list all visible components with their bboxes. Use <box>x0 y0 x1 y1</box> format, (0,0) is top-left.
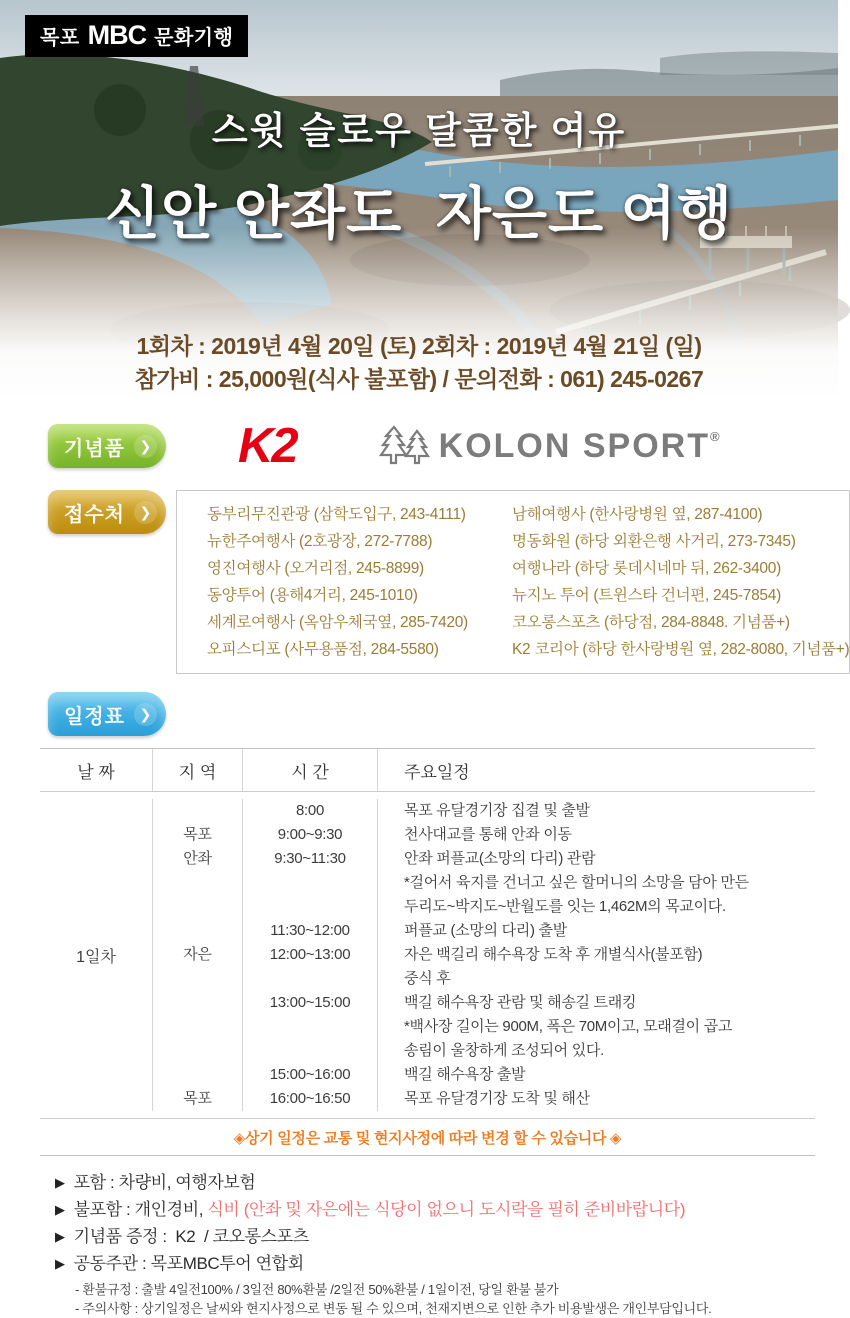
triangle-bullet-icon: ▶ <box>55 1202 65 1217</box>
region-line <box>153 991 242 1015</box>
reception-badge-label: 접수처 <box>64 503 125 526</box>
hero-titles <box>0 100 838 250</box>
kolon-sport-logo <box>379 425 720 467</box>
schedule-line: 송림이 울창하게 조성되어 있다. <box>404 1042 604 1059</box>
schedule-line: *백사장 길이는 900M, 폭은 70M이고, 모래결이 곱고 <box>404 1018 733 1035</box>
region-line <box>153 1015 242 1039</box>
hero-title: 신안 안좌도 자은도 여행 <box>105 182 733 246</box>
co-organizer-label: 공동주관 : 목포MBC투어 연합회 <box>73 1254 304 1273</box>
agency-item: 동양투어 (용해4거리, 245-1010) <box>207 587 418 604</box>
chevron-right-icon: ❯ <box>134 501 157 524</box>
time-line: 9:30~11:30 <box>274 850 346 867</box>
schedule-badge <box>48 692 166 736</box>
reception-left-column <box>207 501 512 663</box>
time-line: 12:00~13:00 <box>269 946 351 963</box>
region-line <box>153 1063 242 1087</box>
chevron-right-icon: ❯ <box>134 703 157 726</box>
region-line <box>153 919 242 943</box>
caution-line: - 주의사항 : 상기일정은 날씨와 현지사정으로 변동 될 수 있으며, 천재지변으로 인한 추가 비용발생은 개인부담입니다. <box>75 1301 712 1316</box>
schedule-line: 천사대교를 통해 안좌 이동 <box>404 826 572 843</box>
reception-right-column <box>512 501 849 663</box>
mbc-culture-tour-logo <box>25 15 248 57</box>
time-line <box>243 1015 377 1039</box>
tour-date-line: 1회차 : 2019년 4월 20일 (토) 2회차 : 2019년 4월 21일 (일) <box>136 333 702 359</box>
region-line <box>153 1039 242 1063</box>
included-note <box>55 1170 815 1197</box>
agency-item: 코오롱스포츠 (하당점, 284-8848. 기념품+) <box>512 614 790 631</box>
time-line: 13:00~15:00 <box>269 994 351 1011</box>
schedule-line: 백길 해수욕장 관람 및 해송길 트래킹 <box>404 994 637 1011</box>
schedule-line: 목포 유달경기장 도착 및 해산 <box>404 1090 590 1107</box>
header-date: 날 짜 <box>40 749 153 791</box>
reception-badge <box>48 490 166 534</box>
pine-trees-icon <box>379 425 435 467</box>
schedule-line: *걸어서 육지를 건너고 싶은 할머니의 소망을 담아 만든 <box>404 874 749 891</box>
triangle-bullet-icon: ▶ <box>55 1229 65 1244</box>
agency-item: 오피스디포 (사무용품점, 284-5580) <box>207 641 439 658</box>
souvenir-badge <box>48 424 166 468</box>
footer-notes <box>55 1170 815 1318</box>
co-organizer-note <box>55 1251 815 1278</box>
time-line <box>243 967 377 991</box>
schedule-line: 퍼플교 (소망의 다리) 출발 <box>404 922 567 939</box>
header-region: 지 역 <box>153 749 243 791</box>
not-included-note <box>55 1197 815 1224</box>
chevron-right-icon: ❯ <box>134 435 157 458</box>
time-line: 15:00~16:00 <box>269 1066 351 1083</box>
logo-suffix: 문화기행 <box>154 27 234 49</box>
main-schedule-column <box>378 799 815 1111</box>
agency-item: 영진여행사 (오거리점, 245-8899) <box>207 560 424 577</box>
schedule-line: 백길 해수욕장 출발 <box>404 1066 526 1083</box>
schedule-change-notice: ◈상기 일정은 교통 및 현지사정에 따라 변경 할 수 있습니다 ◈ <box>40 1119 815 1156</box>
agency-item: 세계로여행사 (옥암우체국옆, 285-7420) <box>207 614 468 631</box>
schedule-line: 목포 유달경기장 집결 및 출발 <box>404 802 590 819</box>
triangle-bullet-icon: ▶ <box>55 1175 65 1190</box>
tour-dates-block <box>0 330 838 396</box>
time-line: 11:30~12:00 <box>270 922 350 939</box>
fine-print <box>75 1280 815 1318</box>
souvenir-badge-label: 기념품 <box>64 437 125 460</box>
hero-section <box>0 0 838 400</box>
region-line: 목포 <box>183 1090 212 1107</box>
time-line: 9:00~9:30 <box>277 826 343 843</box>
tour-fee-line: 참가비 : 25,000원(식사 불포함) / 문의전화 : 061) 245-0267 <box>134 366 704 392</box>
agency-item: K2 코리아 (하당 한사랑병원 옆, 282-8080, 기념품+) <box>512 641 850 658</box>
mbc-wordmark: MBC <box>87 20 147 50</box>
time-line <box>243 871 377 895</box>
souvenir-section <box>48 418 838 474</box>
triangle-bullet-icon: ▶ <box>55 1256 65 1271</box>
header-main-schedule: 주요일정 <box>404 762 470 782</box>
souvenir-gift-note <box>55 1224 815 1251</box>
time-line: 16:00~16:50 <box>269 1090 351 1107</box>
time-column <box>243 799 378 1111</box>
region-column <box>153 799 243 1111</box>
schedule-line: 자은 백길리 해수욕장 도착 후 개별식사(불포함) <box>404 946 703 963</box>
agency-item: 여행나라 (하당 롯데시네마 뒤, 262-3400) <box>512 560 781 577</box>
schedule-line: 두리도~박지도~반월도를 잇는 1,462M의 목교이다. <box>404 898 726 915</box>
agency-item: 명동화원 (하당 외환은행 사거리, 273-7345) <box>512 533 796 550</box>
kolon-sport-wordmark: KOLON SPORT <box>438 426 710 465</box>
registered-mark-icon: ® <box>709 428 720 444</box>
reception-section <box>48 490 850 674</box>
logo-prefix: 목포 <box>40 27 80 49</box>
region-line <box>153 967 242 991</box>
reception-agency-box <box>176 490 850 674</box>
schedule-line: 중식 후 <box>404 970 451 987</box>
day-cell: 1일차 <box>40 799 153 1111</box>
not-included-label: 불포함 : 개인경비, <box>73 1200 208 1219</box>
souvenir-gift-label: 기념품 증정 : K2 / 코오롱스포츠 <box>73 1227 309 1246</box>
time-line <box>243 895 377 919</box>
agency-item: 동부리무진관광 (삼학도입구, 243-4111) <box>207 506 466 523</box>
region-line: 안좌 <box>183 850 212 867</box>
region-line <box>153 871 242 895</box>
k2-logo: K2 <box>238 419 297 473</box>
region-line <box>153 895 242 919</box>
itinerary-day1-row <box>40 792 815 1119</box>
time-line <box>243 1039 377 1063</box>
region-line: 목포 <box>183 826 212 843</box>
itinerary-table-header <box>40 749 815 792</box>
agency-item: 뉴지노 투어 (트윈스타 건너편, 245-7854) <box>512 587 781 604</box>
region-line <box>153 799 242 823</box>
schedule-line: 안좌 퍼플교(소망의 다리) 관람 <box>404 850 596 867</box>
schedule-badge-label: 일정표 <box>64 705 125 728</box>
hero-subtitle: 스윗 슬로우 달콤한 여유 <box>211 110 627 151</box>
agency-item: 남해여행사 (한사랑병원 옆, 287-4100) <box>512 506 763 523</box>
included-label: 포함 : 차량비, 여행자보험 <box>73 1173 256 1192</box>
header-time: 시 간 <box>243 749 378 791</box>
time-line: 8:00 <box>296 802 324 819</box>
itinerary-table <box>40 748 815 1156</box>
schedule-section <box>0 692 838 1156</box>
agency-item: 뉴한주여행사 (2호광장, 272-7788) <box>207 533 433 550</box>
region-line: 자은 <box>183 946 212 963</box>
refund-policy-line: - 환불규정 : 출발 4일전100% / 3일전 80%환불 /2일전 50%환불 / 1일이전, 당일 환불 불가 <box>75 1282 559 1297</box>
meal-warning-text: 식비 (안좌 및 자은에는 식당이 없으니 도시락을 필히 준비바랍니다) <box>207 1200 686 1219</box>
